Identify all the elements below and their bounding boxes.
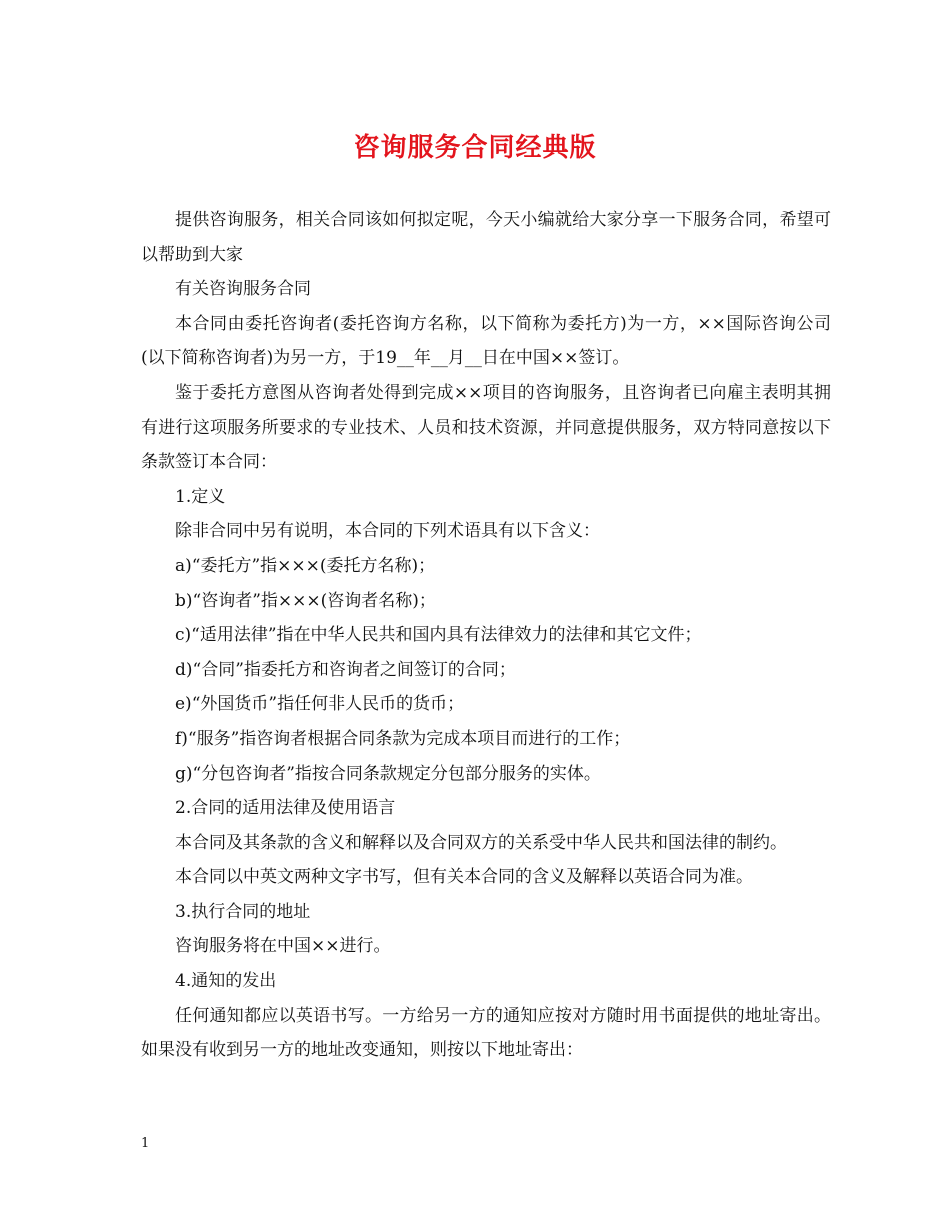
- paragraph-location: 咨询服务将在中国××进行。: [175, 936, 391, 957]
- definition-item-c: c)“适用法律”指在中华人民共和国内具有法律效力的法律和其它文件；: [175, 625, 702, 646]
- section-heading-notices: 4.通知的发出: [175, 971, 277, 992]
- document-title: 咨询服务合同经典版: [353, 133, 597, 163]
- section-heading-definitions: 1.定义: [175, 486, 226, 507]
- definition-item-g: g)“分包咨询者”指按合同条款规定分包部分服务的实体。: [175, 763, 601, 784]
- paragraph-notices: 任何通知都应以英语书写。一方给另一方的通知应按对方随时用书面提供的地址寄出。如果没有收到另一方的地址改变通知，则按以下地址寄出：: [141, 1005, 831, 1061]
- paragraph-language: 本合同以中英文两种文字书写，但有关本合同的含义及解释以英语合同为准。: [175, 867, 753, 888]
- definition-item-d: d)“合同”指委托方和咨询者之间签订的合同；: [175, 659, 516, 680]
- definition-item-e: e)“外国货币”指任何非人民币的货币；: [175, 694, 465, 715]
- paragraph-definitions-intro: 除非合同中另有说明，本合同的下列术语具有以下含义：: [175, 521, 600, 542]
- definition-item-f: f)“服务”指咨询者根据合同条款为完成本项目而进行的工作；: [175, 728, 631, 749]
- paragraph-subtitle: 有关咨询服务合同: [175, 279, 311, 300]
- paragraph-recital: 鉴于委托方意图从咨询者处得到完成××项目的咨询服务，且咨询者已向雇主表明其拥有进行这项服务所要求的专业技术、人员和技术资源，并同意提供服务，双方特同意按以下条款签订本合同：: [141, 382, 831, 473]
- section-heading-location: 3.执行合同的地址: [175, 901, 311, 922]
- definition-item-a: a)“委托方”指×××(委托方名称)；: [175, 555, 436, 576]
- definition-item-b: b)“咨询者”指×××(咨询者名称)；: [175, 590, 436, 611]
- page-number: 1: [141, 1136, 150, 1151]
- section-heading-law-language: 2.合同的适用法律及使用语言: [175, 798, 396, 819]
- paragraph-parties: 本合同由委托咨询者(委托咨询方名称，以下简称为委托方)为一方，××国际咨询公司(以下简称咨询者)为另一方，于19__年__月__日在中国××签订。: [141, 313, 831, 369]
- document-body: [141, 203, 831, 1068]
- paragraph-intro: 提供咨询服务，相关合同该如何拟定呢，今天小编就给大家分享一下服务合同，希望可以帮助到大家: [141, 210, 831, 265]
- paragraph-governing-law: 本合同及其条款的含义和解释以及合同双方的关系受中华人民共和国法律的制约。: [175, 832, 787, 853]
